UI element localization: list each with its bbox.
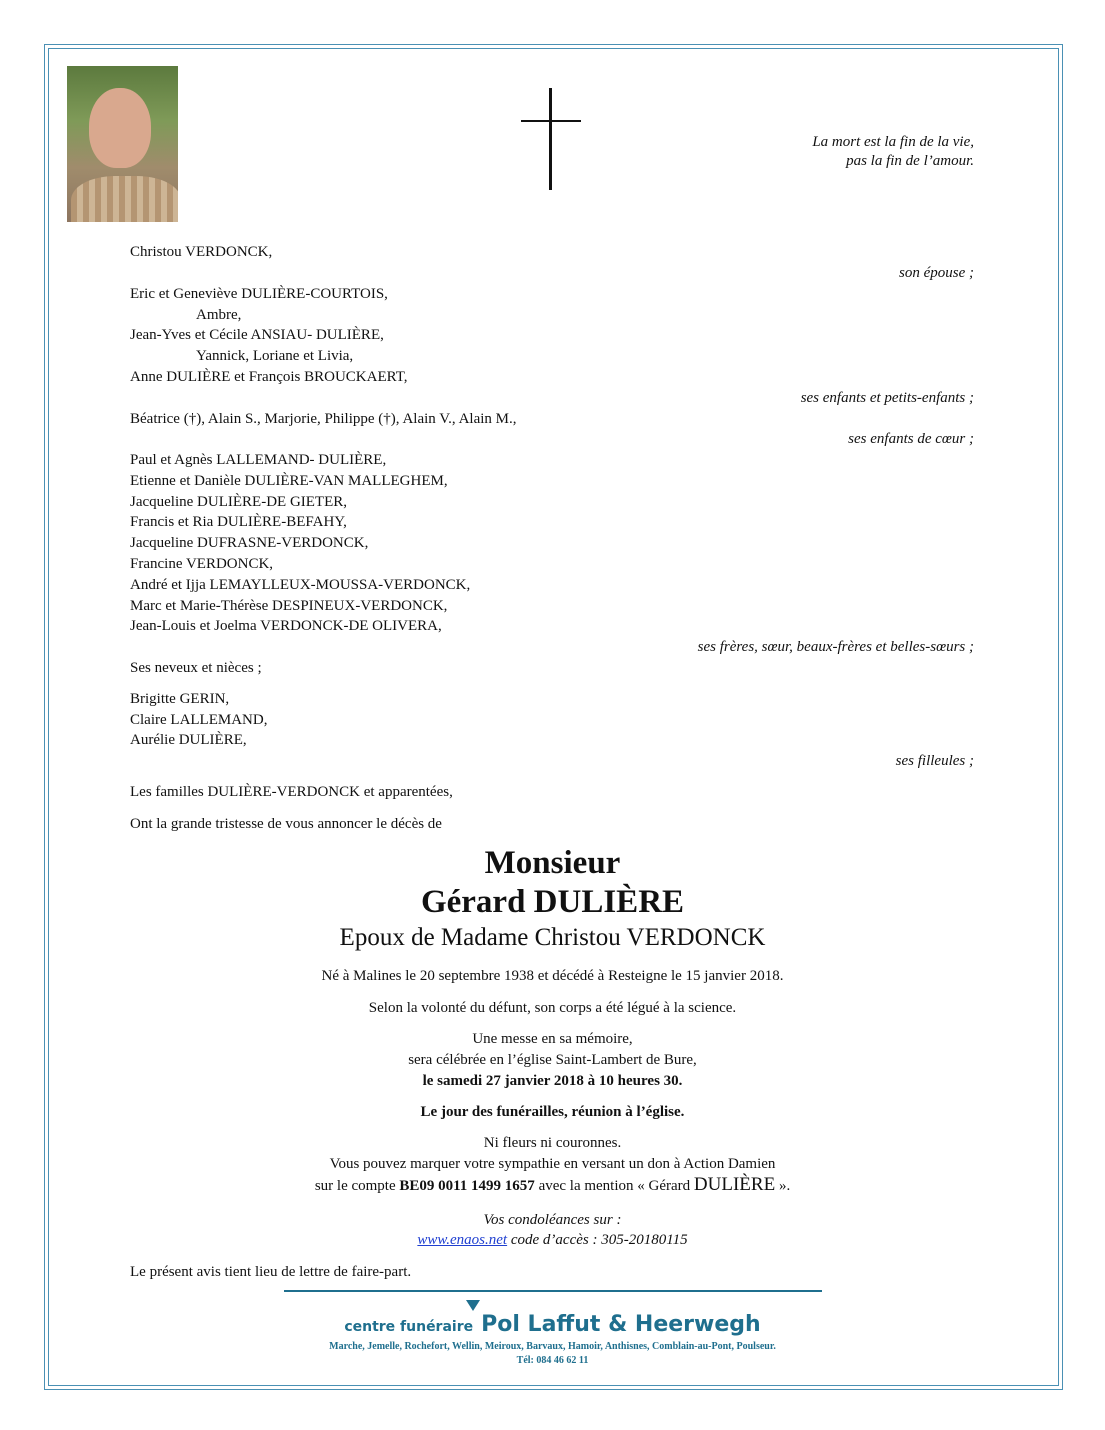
funeral-home-logo xyxy=(0,1310,1105,1342)
sibling-line: Etienne et Danièle DULIÈRE-VAN MALLEGHEM, xyxy=(130,473,448,489)
portrait-shirt xyxy=(71,176,178,222)
deceased-title: Monsieur xyxy=(484,845,621,881)
portrait-face xyxy=(89,88,151,168)
sibling-line: Marc et Marie-Thérèse DESPINEUX-VERDONCK, xyxy=(130,598,448,614)
account-mention: avec la mention « Gérard xyxy=(538,1178,691,1194)
spouse-name: Christou VERDONCK, xyxy=(130,244,273,260)
sibling-line: André et Ijja LEMAYLLEUX-MOUSSA-VERDONCK, xyxy=(130,577,471,593)
birth-death-line: Né à Malines le 20 septembre 1938 et décédé à Resteigne le 15 janvier 2018. xyxy=(321,968,784,984)
flowers-line: Ni fleurs ni couronnes. xyxy=(483,1135,622,1151)
sibling-line: Jacqueline DUFRASNE-VERDONCK, xyxy=(130,535,369,551)
portrait-photo xyxy=(67,66,178,222)
deceased-spouse-line: Epoux de Madame Christou VERDONCK xyxy=(339,924,766,951)
account-number: BE09 0011 1499 1657 xyxy=(399,1178,535,1194)
sibling-line: Jean-Louis et Joelma VERDONCK-DE OLIVERA, xyxy=(130,618,442,634)
mass-line-3: le samedi 27 janvier 2018 à 10 heures 30. xyxy=(422,1073,683,1089)
sibling-line: Paul et Agnès LALLEMAND- DULIÈRE, xyxy=(130,452,387,468)
condolences-line xyxy=(0,1230,1105,1250)
meeting-line: Le jour des funérailles, réunion à l’église. xyxy=(420,1104,685,1120)
children-role: ses enfants et petits-enfants ; xyxy=(800,390,974,406)
grandchild-line: Ambre, xyxy=(196,307,242,323)
condolences-code: code d’accès : 305-20180115 xyxy=(510,1232,688,1248)
mass-line-1: Une messe en sa mémoire, xyxy=(472,1031,633,1047)
child-line: Jean-Yves et Cécile ANSIAU- DULIÈRE, xyxy=(130,327,384,343)
families-line: Les familles DULIÈRE-VERDONCK et apparentées, xyxy=(130,784,453,800)
mass-line-2: sera célébrée en l’église Saint-Lambert de Bure, xyxy=(408,1052,697,1068)
sibling-line: Francis et Ria DULIÈRE-BEFAHY, xyxy=(130,514,347,530)
logo-addresses: Marche, Jemelle, Rochefort, Wellin, Meiroux, Barvaux, Hamoir, Anthisnes, Comblain-au-Pont, Poulseur. xyxy=(329,1341,776,1352)
goddaughters-role: ses filleules ; xyxy=(895,753,974,769)
account-end: ». xyxy=(778,1178,791,1194)
child-line: Eric et Geneviève DULIÈRE-COURTOIS, xyxy=(130,286,388,302)
donation-line: Vous pouvez marquer votre sympathie en versant un don à Action Damien xyxy=(329,1156,776,1172)
closing-line: Le présent avis tient lieu de lettre de faire-part. xyxy=(130,1264,412,1280)
goddaughter-line: Brigitte GERIN, xyxy=(130,691,230,707)
science-line: Selon la volonté du défunt, son corps a été légué à la science. xyxy=(368,1000,737,1016)
spouse-role: son épouse ; xyxy=(899,265,974,281)
logo-name: Pol Laffut & Heerwegh xyxy=(481,1312,761,1337)
cross-icon xyxy=(521,88,581,190)
logo-rule xyxy=(284,1290,822,1292)
condolences-link[interactable]: www.enaos.net xyxy=(417,1232,508,1248)
announce-line: Ont la grande tristesse de vous annoncer le décès de xyxy=(130,816,442,832)
sibling-line: Jacqueline DULIÈRE-DE GIETER, xyxy=(130,494,348,510)
account-line xyxy=(0,1175,1105,1196)
condolences-label: Vos condoléances sur : xyxy=(483,1212,622,1228)
heart-children-role: ses enfants de cœur ; xyxy=(848,431,974,447)
logo-prefix: centre funéraire xyxy=(344,1319,474,1335)
siblings-role: ses frères, sœur, beaux-frères et belles-sœurs ; xyxy=(697,639,974,655)
nephews-line: Ses neveux et nièces ; xyxy=(130,660,262,676)
deceased-name: Gérard DULIÈRE xyxy=(420,884,685,920)
account-prefix: sur le compte xyxy=(314,1178,396,1194)
heart-children: Béatrice (†), Alain S., Marjorie, Philippe (†), Alain V., Alain M., xyxy=(130,411,517,427)
goddaughter-line: Claire LALLEMAND, xyxy=(130,712,268,728)
sibling-line: Francine VERDONCK, xyxy=(130,556,274,572)
account-name: DULIÈRE xyxy=(693,1174,776,1195)
grandchild-line: Yannick, Loriane et Livia, xyxy=(196,348,354,364)
goddaughter-line: Aurélie DULIÈRE, xyxy=(130,732,247,748)
quote-line-2: pas la fin de l’amour. xyxy=(846,153,974,169)
logo-phone: Tél: 084 46 62 11 xyxy=(516,1355,589,1366)
child-line: Anne DULIÈRE et François BROUCKAERT, xyxy=(130,369,408,385)
quote-line-1: La mort est la fin de la vie, xyxy=(812,134,974,150)
epigraph-quote xyxy=(812,133,974,171)
